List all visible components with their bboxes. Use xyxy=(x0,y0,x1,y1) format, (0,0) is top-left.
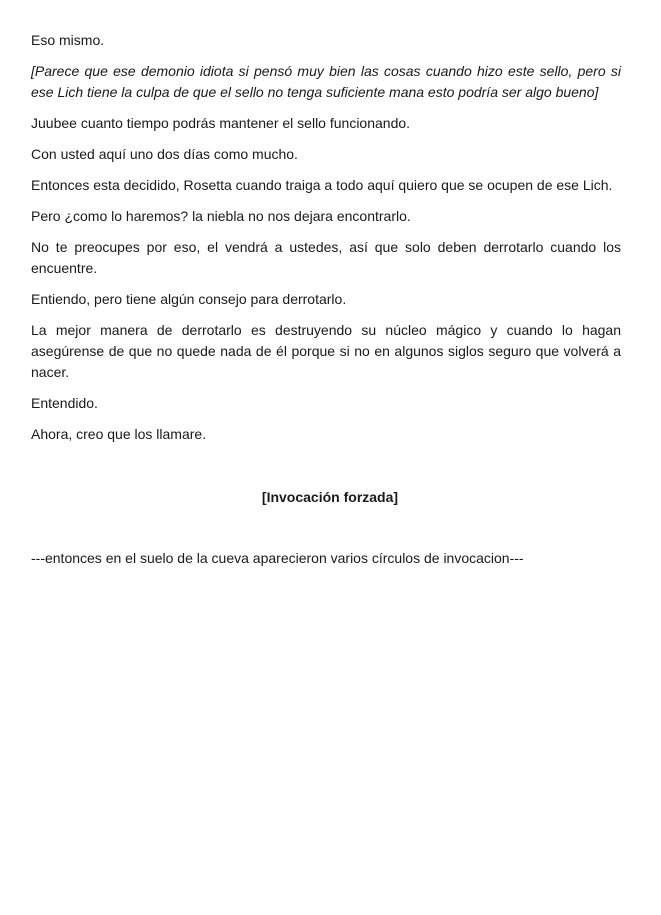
dialogue-paragraph: Entendido. xyxy=(31,395,98,411)
dialogue-paragraph: Entonces esta decidido, Rosetta cuando traiga a todo aquí quiero que se ocupen de ese Lich. xyxy=(31,177,613,193)
document-body xyxy=(31,30,621,569)
dialogue-paragraph: Con usted aquí uno dos días como mucho. xyxy=(31,146,298,162)
section-heading: [Invocación forzada] xyxy=(261,489,399,505)
dialogue-paragraph: No te preocupes por eso, el vendrá a ustedes, así que solo deben derrotarlo cuando los encuentre. xyxy=(31,239,621,276)
dialogue-paragraph: Ahora, creo que los llamare. xyxy=(31,426,207,442)
thought-paragraph: [Parece que ese demonio idiota si pensó muy bien las cosas cuando hizo este sello, pero si ese Lich tiene la culpa de que el sello no tenga suficiente mana esto podría ser algo bueno] xyxy=(31,63,621,100)
narration-line: ---entonces en el suelo de la cueva aparecieron varios círculos de invocacion--- xyxy=(31,550,524,566)
dialogue-paragraph: La mejor manera de derrotarlo es destruyendo su núcleo mágico y cuando lo hagan asegúrense de que no quede nada de él porque si no en algunos siglos seguro que volverá a nacer. xyxy=(31,322,621,380)
dialogue-paragraph: Entiendo, pero tiene algún consejo para derrotarlo. xyxy=(31,291,347,307)
dialogue-paragraph: Pero ¿como lo haremos? la niebla no nos dejara encontrarlo. xyxy=(31,208,411,224)
dialogue-paragraph: Eso mismo. xyxy=(31,32,105,48)
dialogue-paragraph: Juubee cuanto tiempo podrás mantener el sello funcionando. xyxy=(31,115,411,131)
